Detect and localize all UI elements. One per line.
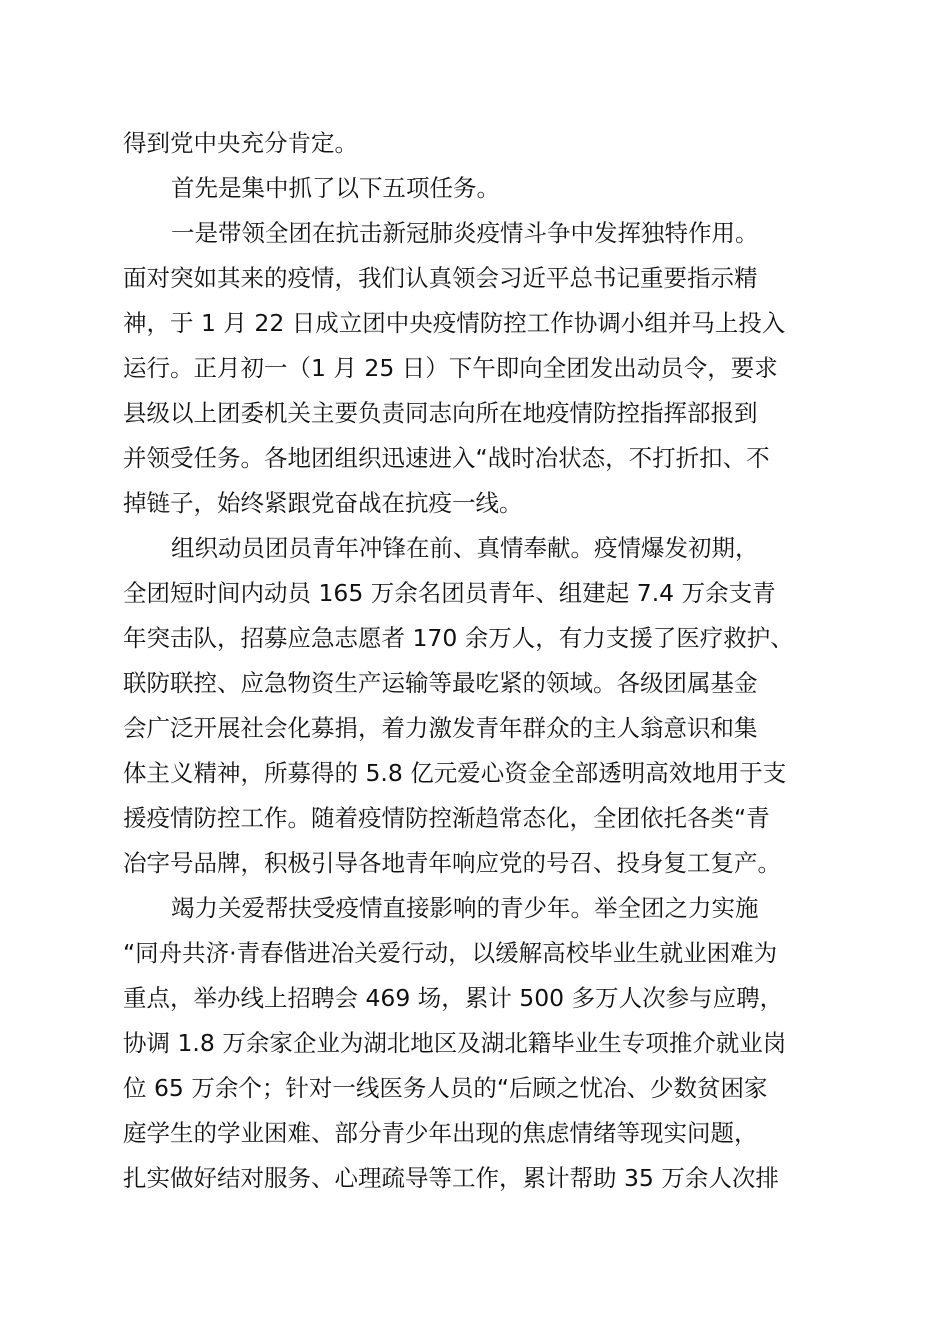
text-line: 神，于 1 月 22 日成立团中央疫情防控工作协调小组并马上投入 — [123, 309, 786, 337]
text-line: 重点，举办线上招聘会 469 场，累计 500 多万人次参与应聘， — [123, 984, 784, 1012]
text-line: 位 65 万余个；针对一线医务人员的“后顾之忧冶、少数贫困家 — [123, 1074, 768, 1102]
text-line: 面对突如其来的疫情，我们认真领会习近平总书记重要指示精 — [123, 264, 758, 292]
text-line: 会广泛开展社会化募捐，着力激发青年群众的主人翁意识和集 — [123, 714, 758, 742]
paragraph-start-line: 一是带领全团在抗击新冠肺炎疫情斗争中发挥独特作用。 — [171, 219, 759, 247]
text-line: 庭学生的学业困难、部分青少年出现的焦虑情绪等现实问题， — [123, 1119, 758, 1147]
text-line: 冶字号品牌，积极引导各地青年响应党的号召、投身复工复产。 — [123, 849, 781, 877]
paragraph-start-line: 竭力关爱帮扶受疫情直接影响的青少年。举全团之力实施 — [171, 894, 759, 922]
text-line: 援疫情防控工作。随着疫情防控渐趋常态化，全团依托各类“青 — [123, 804, 770, 832]
text-line: 体主义精神，所募得的 5.8 亿元爱心资金全部透明高效地用于支 — [123, 759, 787, 787]
text-line: 得到党中央充分肯定。 — [123, 129, 358, 157]
text-line: 并领受任务。各地团组织迅速进入“战时冶状态，不打折扣、不 — [123, 444, 770, 472]
text-line: 扎实做好结对服务、心理疏导等工作，累计帮助 35 万余人次排 — [123, 1164, 779, 1192]
text-line: 全团短时间内动员 165 万余名团员青年、组建起 7.4 万余支青 — [123, 579, 776, 607]
text-line: 协调 1.8 万余家企业为湖北地区及湖北籍毕业生专项推介就业岗 — [123, 1029, 787, 1057]
text-line: 年突击队，招募应急志愿者 170 余万人，有力支援了医疗救护、 — [123, 624, 794, 652]
text-line: 联防联控、应急物资生产运输等最吃紧的领域。各级团属基金 — [123, 669, 758, 697]
text-line: 县级以上团委机关主要负责同志向所在地疫情防控指挥部报到 — [123, 399, 758, 427]
paragraph-start-line: 首先是集中抓了以下五项任务。 — [171, 174, 500, 202]
text-line: 运行。正月初一（1 月 25 日）下午即向全团发出动员令，要求 — [123, 354, 778, 382]
text-line: “同舟共济·青春偕进冶关爱行动，以缓解高校毕业生就业困难为 — [123, 939, 778, 967]
text-line: 掉链子，始终紧跟党奋战在抗疫一线。 — [123, 489, 523, 517]
paragraph-start-line: 组织动员团员青年冲锋在前、真情奉献。疫情爆发初期， — [171, 534, 759, 562]
